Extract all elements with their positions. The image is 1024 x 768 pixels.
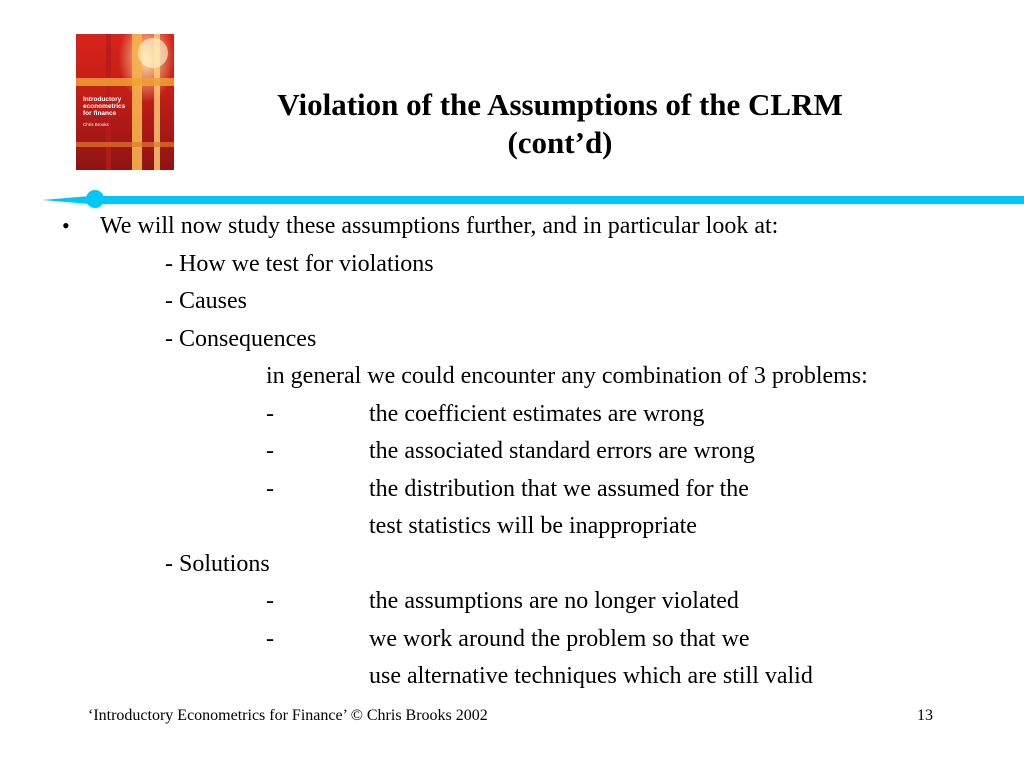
- problem-2: the associated standard errors are wrong: [369, 438, 755, 464]
- item-test: - How we test for violations: [165, 251, 434, 277]
- divider-bar: [88, 196, 1024, 204]
- cover-glow: [138, 38, 168, 68]
- slide-title-line-2: (cont’d): [507, 125, 613, 160]
- slide-title: [200, 86, 920, 162]
- cover-author: Chris Brooks: [83, 122, 109, 127]
- divider-taper: [42, 196, 90, 204]
- cover-title: Introductory econometrics for finance: [83, 96, 126, 117]
- solution-2-dash: -: [266, 626, 274, 652]
- problem-1-dash: -: [266, 401, 274, 427]
- bullet-icon: •: [62, 213, 70, 238]
- problem-2-dash: -: [266, 438, 274, 464]
- problem-1: the coefficient estimates are wrong: [369, 401, 705, 427]
- footer-text: ‘Introductory Econometrics for Finance’ © Chris Brooks 2002: [88, 707, 488, 724]
- item-consequences: - Consequences: [165, 326, 317, 352]
- problem-3-line-2: test statistics will be inappropriate: [369, 513, 697, 539]
- solution-2-line-1: we work around the problem so that we: [369, 626, 750, 652]
- problem-3-line-1: the distribution that we assumed for the: [369, 476, 749, 502]
- slide-title-line-1: Violation of the Assumptions of the CLRM: [277, 87, 843, 122]
- consequences-intro: in general we could encounter any combination of 3 problems:: [266, 363, 868, 389]
- divider-dot: [86, 190, 104, 208]
- solution-2-line-2: use alternative techniques which are still valid: [369, 663, 813, 689]
- book-cover-image: [76, 34, 174, 170]
- cover-stripe: [76, 142, 174, 147]
- page-number: 13: [917, 707, 933, 724]
- solution-1: the assumptions are no longer violated: [369, 588, 739, 614]
- title-divider: [0, 190, 1024, 210]
- problem-3-dash: -: [266, 476, 274, 502]
- intro-text: We will now study these assumptions further, and in particular look at:: [100, 213, 779, 239]
- item-solutions: - Solutions: [165, 551, 270, 577]
- cover-stripe: [76, 78, 174, 86]
- item-causes: - Causes: [165, 288, 247, 314]
- solution-1-dash: -: [266, 588, 274, 614]
